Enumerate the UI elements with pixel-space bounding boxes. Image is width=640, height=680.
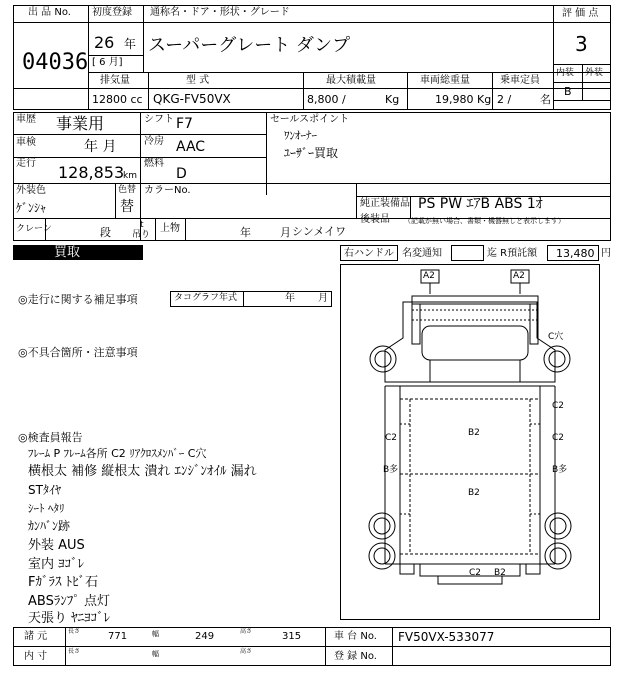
- spec-length-label: 長さ: [68, 628, 81, 635]
- driving-notes-title: ◎走行に関する補足事項: [18, 293, 138, 306]
- fuel-value: D: [176, 166, 187, 182]
- recycle-label: 迄 R預託額: [487, 248, 538, 259]
- overall-grade: 3: [575, 32, 588, 56]
- defect-notes-title: ◎不具合箇所・注意事項: [18, 346, 138, 359]
- buy-badge-label: 買取: [54, 245, 81, 260]
- displacement-value: 12800 cc: [92, 93, 143, 106]
- capacity-label: 乗車定員: [500, 75, 540, 86]
- upper-label: 上物: [160, 223, 180, 234]
- inner-height-label: 高さ: [240, 648, 253, 655]
- damage-b-many-right: B多: [552, 465, 568, 475]
- shift-value: F7: [176, 116, 193, 132]
- lot-label: 出 品 No.: [28, 7, 71, 18]
- upper-month: 月: [280, 226, 291, 239]
- inspector-report-title: ◎検査員報告: [18, 431, 83, 444]
- sales-label: セールスポイント: [270, 114, 350, 125]
- spec-height-label: 高さ: [240, 628, 253, 635]
- color-label: 外装色: [16, 185, 46, 196]
- spec-label: 諸 元: [24, 631, 48, 642]
- exterior-label: 外装: [585, 68, 604, 78]
- model-label: 通称名・ドア・形状・グレード: [150, 7, 290, 18]
- sales-point-2: ﾕｰｻﾞｰ買取: [284, 146, 339, 160]
- color-change-label: 色替: [118, 185, 137, 195]
- total-weight-value: 19,980 Kg: [435, 93, 492, 106]
- type-value: QKG-FV50VX: [153, 92, 231, 106]
- name-change-label: 名変通知: [402, 248, 442, 259]
- reg-no-label: 登 録 No.: [334, 651, 377, 662]
- inspector-report-line: 横根太 補修 縦根太 潰れ ｴﾝｼﾞﾝｵｲﾙ 漏れ: [28, 464, 257, 479]
- capacity-unit: 名: [540, 93, 551, 106]
- inspector-report-line: Fｶﾞﾗｽ ﾄﾋﾞ石: [28, 575, 99, 590]
- inspector-report-line: 天張り ﾔﾆﾖｺﾞﾚ: [28, 611, 111, 626]
- sales-point-1: ﾜﾝｵｰﾅｰ: [284, 129, 317, 142]
- history-value: 事業用: [56, 114, 105, 133]
- interior-label: 内装: [556, 68, 575, 78]
- damage-c2-left: C2: [385, 433, 398, 443]
- recycle-unit: 円: [601, 248, 611, 259]
- inspector-report-line: 外装 AUS: [28, 538, 85, 553]
- inner-width-label: 幅: [152, 650, 159, 658]
- mileage-unit: km: [123, 171, 137, 181]
- fuel-label: 燃料: [144, 158, 164, 169]
- inspector-report-line: STﾀｲﾔ: [28, 483, 61, 497]
- load-label: 最大積載量: [326, 75, 376, 86]
- grade-label: 評 価 点: [562, 8, 599, 19]
- damage-c2-right-mid: C2: [552, 433, 565, 443]
- damage-b2-center-bottom: B2: [468, 488, 480, 498]
- first-reg-label: 初度登録: [92, 7, 132, 18]
- reg-year: 26: [94, 33, 115, 52]
- inner-label: 内 寸: [24, 651, 48, 662]
- inspector-report-line: ﾌﾚｰﾑ P ﾌﾚｰﾑ各所 C2 ﾘｱｸﾛｽﾒﾝﾊﾞｰ C穴: [28, 447, 207, 460]
- total-weight-label: 車両総重量: [420, 75, 470, 86]
- reg-month: [ 6 月]: [92, 57, 123, 68]
- ac-value: AAC: [176, 139, 206, 155]
- type-label: 型 式: [186, 75, 210, 86]
- reg-year-unit: 年: [124, 37, 137, 51]
- damage-c-hole: C穴: [548, 332, 564, 342]
- history-label: 車歴: [16, 114, 36, 125]
- damage-c2-bottom-left: C2: [469, 568, 482, 578]
- tacho-year: 年: [285, 293, 295, 304]
- inspector-report-line: ｼｰﾄ ﾍﾀﾘ: [28, 502, 65, 515]
- handle-value: 右ハンドル: [344, 248, 394, 259]
- car-name: スーパーグレート ダンプ: [148, 35, 351, 56]
- mileage-value: 128,853: [58, 163, 125, 182]
- equip-value: PS PW ｴｱB ABS 1ｵ: [418, 196, 543, 212]
- load-value: 8,800 /: [307, 93, 346, 106]
- after-note: （記載が無い場合、書類・機器無しと表示します）: [404, 217, 565, 225]
- upper-maker: シンメイワ: [292, 225, 347, 238]
- crane-suri: 吊り: [132, 230, 151, 240]
- tacho-month: 月: [318, 293, 328, 304]
- spec-width: 249: [195, 631, 215, 642]
- colorno-label: カラーNo.: [144, 185, 191, 196]
- interior-grade: B: [564, 85, 572, 98]
- displacement-label: 排気量: [100, 75, 130, 86]
- damage-c2-right-top: C2: [552, 401, 565, 411]
- recycle-value: 13,480: [556, 247, 595, 260]
- upper-year: 年: [240, 226, 251, 239]
- damage-b2-bottom-right: B2: [494, 568, 506, 578]
- tacho-label: タコグラフ年式: [174, 293, 238, 303]
- crane-t: t: [140, 220, 144, 230]
- damage-b2-center-top: B2: [468, 428, 480, 438]
- damage-a2-left: A2: [423, 271, 435, 281]
- crane-label: クレーン: [16, 224, 52, 234]
- load-unit: Kg: [385, 93, 400, 106]
- damage-b-many-left: B多: [383, 465, 399, 475]
- equip-label: 純正装備品: [360, 198, 410, 209]
- inspector-report-line: ABSﾗﾝﾌﾟ 点灯: [28, 594, 110, 609]
- chassis-value: FV50VX-533077: [398, 630, 495, 644]
- inspector-report-line: ｶﾝﾊﾞﾝ跡: [28, 519, 71, 533]
- chassis-label: 車 台 No.: [334, 631, 377, 642]
- spec-length: 771: [108, 631, 128, 642]
- lot-number: 04036: [22, 50, 89, 75]
- ac-label: 冷房: [144, 136, 164, 147]
- color-value: ｹﾞﾝｼｬ: [16, 201, 47, 215]
- inspection-value: 年 月: [84, 139, 117, 155]
- color-change-value: 替: [120, 199, 134, 215]
- name-change-box: [451, 245, 484, 261]
- damage-a2-right: A2: [513, 271, 525, 281]
- inner-length-label: 長さ: [68, 648, 81, 655]
- after-label: 後装品: [360, 214, 390, 225]
- shift-label: シフト: [144, 114, 174, 125]
- inspection-label: 車検: [16, 137, 36, 148]
- mileage-label: 走行: [16, 158, 36, 169]
- inspector-report-line: 室内 ﾖｺﾞﾚ: [28, 557, 85, 572]
- capacity-value: 2 /: [497, 93, 512, 106]
- spec-width-label: 幅: [152, 630, 159, 638]
- crane-dan: 段: [100, 226, 111, 239]
- spec-height: 315: [282, 631, 302, 642]
